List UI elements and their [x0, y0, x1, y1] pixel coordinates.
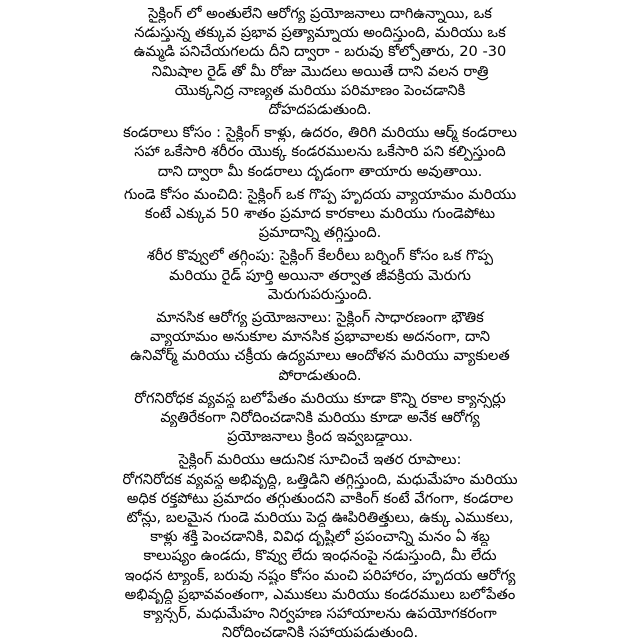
- paragraph-mental-health: [8, 308, 632, 385]
- text-line: మరియు రైడ్ పూర్తి అయినా తర్వాత జీవక్రియ మెరుగు: [169, 266, 471, 284]
- text-line: ఉనివోర్మ్ మరియు చక్రీయ ఉద్యమాలు ఆందోళన మరియు వ్యాకులత: [130, 347, 510, 365]
- text-line: రోగనిరోదక వ్యవస్థ అభివృద్ధి, ఒత్తిడిని తగ్గిస్తుంది, మధుమేహం మరియు: [122, 470, 518, 488]
- text-line: పోరాడుతుంది.: [278, 366, 362, 384]
- text-line: దాని ద్వారా మీ కండరాలు దృడంగా తాయారు అవుతాయి.: [157, 162, 483, 180]
- text-line: యొక్కనిద్ర నాణ్యత మరియు పరిమాణం పెంచడానికి: [174, 81, 466, 99]
- text-line: సహా ఒకేసారి శరీరం యొక్క కండరములను ఒకేసారి పని కల్పిస్తుంది: [134, 143, 506, 161]
- text-line: ఇంధన ట్యాంక్, బరువు నష్టం కోసం మంచి పరిహారం, హృదయ ఆరోగ్య: [124, 566, 516, 584]
- paragraph-body-fat: [8, 246, 632, 304]
- paragraph-intro: [8, 4, 632, 119]
- text-line: దోహదపడుతుంది.: [268, 101, 372, 119]
- paragraph-other-forms: [8, 450, 632, 642]
- text-line: మెరుగుపరుస్తుంది.: [267, 285, 373, 303]
- text-line: సైక్లింగ్ లో అంతులేని ఆరోగ్య ప్రయోజనాలు దాగిఉన్నాయి, ఒక: [148, 5, 492, 22]
- text-line: కాలుష్యం ఉండదు, కొవ్వు లేదు ఇంధనంపై నడుస్తుంది, మీ లేదు: [143, 547, 497, 565]
- text-line: కండరాలు కోసం : సైక్లింగ్ కాళ్లు, ఉదరం, తిరిగి మరియు ఆర్మ్ కండరాలు: [123, 124, 517, 142]
- text-line: ఉమ్మడి పనిచేయగలదు దీని ద్వారా - బరువు కోల్పోతారు, 20 -30: [133, 43, 507, 61]
- text-line: క్యాన్సర్, మధుమేహం నిర్వహణ సహాయాలను ఉపయోగకరంగా: [143, 605, 497, 623]
- text-line: ప్రయోజనాలు క్రింద ఇవ్వబడ్డాయి.: [227, 428, 413, 446]
- paragraph-muscles: [8, 123, 632, 181]
- text-line: శరీర కొవ్వులో తగ్గింపు: సైక్లింగ్ కేలరీలు బర్నింగ్ కోసం ఒక గొప్ప: [146, 247, 494, 265]
- text-line: సైక్లింగ్ మరియు ఆదునిక సూచించే ఇతర రూపాలు:: [178, 451, 462, 469]
- text-line: నిమిషాల రైడ్ తో మీ రోజు మొదలు అయితే దాని వలన రాత్రి: [151, 62, 489, 80]
- paragraph-heart: [8, 185, 632, 243]
- text-line: మానసిక ఆరోగ్య ప్రయోజనాలు: సైక్లింగ్ సాధారణంగా భౌతిక: [156, 309, 484, 327]
- text-line: నడుస్తున్న తక్కువ ప్రభావ ప్రత్యామ్నాయ అందిస్తుంది, మరియు ఒక: [134, 24, 506, 42]
- text-line: వ్యాయామం అనుకూల మానసిక ప్రభావాలకు అదనంగా, దాని: [149, 328, 491, 346]
- text-line: వ్యతిరేకంగా నిరోదించడానికి మరియు కూడా అనేక ఆరోగ్య: [160, 409, 480, 427]
- text-line: అభివృద్ధి ప్రభావవంతంగా, ఎముకలు మరియు కండరములు బలోపేతం: [124, 585, 516, 603]
- paragraph-immunity: [8, 389, 632, 447]
- text-line: ప్రమాదాన్ని తగ్గిస్తుంది.: [258, 224, 382, 242]
- text-line: గుండె కోసం మంచిది: సైక్లింగ్ ఒక గొప్ప హృదయ వ్యాయామం మరియు: [123, 185, 517, 203]
- text-line: రోగనిరోధక వ్యవస్థ బలోపేతం మరియు కూడా కొన్ని రకాల క్యాన్సర్లు: [134, 389, 506, 407]
- text-line: కాళ్లు శక్తి పెంచడానికి, వివిధ దృష్టిలో ప్రపంచాన్ని మనం ఏ శబ్ద: [150, 528, 490, 546]
- text-line: కంటే ఎక్కువ 50 శాతం ప్రమాద కారకాలు మరియు గుండెపోటు: [144, 205, 496, 223]
- text-line: నిరోదించడానికి సహాయపడుతుంది.: [221, 624, 419, 642]
- text-line: టోన్లు, బలమైన గుండె మరియు పెద్ద ఊపిరితిత్తులు, ఉక్కు ఎముకలు,: [126, 509, 514, 527]
- text-line: అధిక రక్తపోటు ప్రమాదం తగ్గుతుందని వాకింగ్ కంటే వేగంగా, కండరాల: [126, 489, 514, 507]
